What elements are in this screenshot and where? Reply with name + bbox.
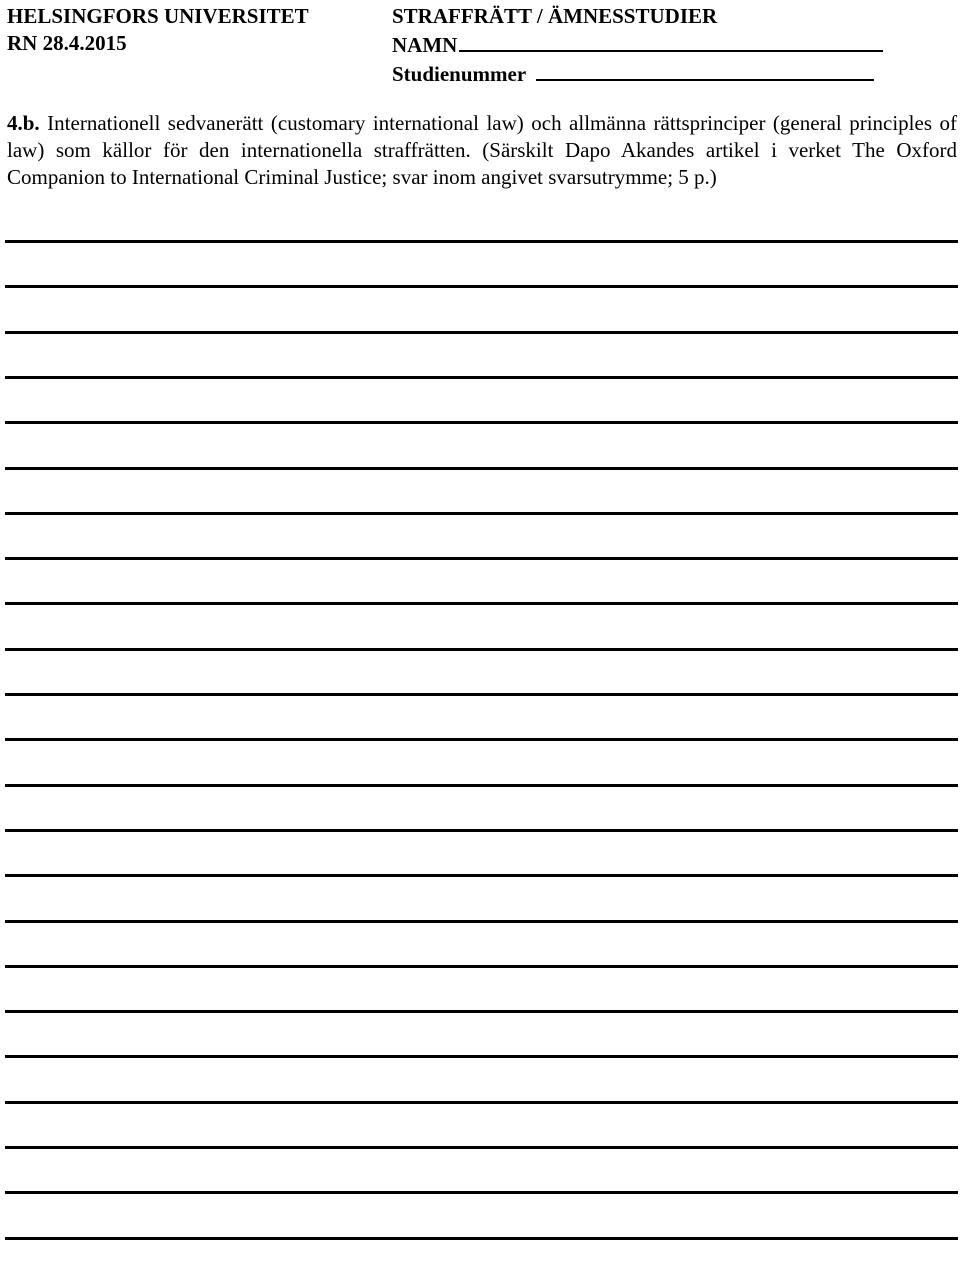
answer-line[interactable] (5, 331, 958, 334)
university-name: HELSINGFORS UNIVERSITET (7, 4, 309, 28)
answer-line[interactable] (5, 693, 958, 696)
answer-line[interactable] (5, 784, 958, 787)
answer-line[interactable] (5, 1191, 958, 1194)
answer-line[interactable] (5, 965, 958, 968)
answer-line[interactable] (5, 376, 958, 379)
subject-title: STRAFFRÄTT / ÄMNESSTUDIER (392, 4, 718, 28)
question-body: Internationell sedvanerätt (customary international law) och allmänna rättsprinciper (general principles of law) som källor för den internationella straffrätten. (Särskilt Dapo Akandes artikel i verket The Oxford Companion to International Criminal Justice; svar inom angivet svarsutrymme; 5 p.) (7, 111, 957, 189)
answer-line[interactable] (5, 285, 958, 288)
answer-line[interactable] (5, 421, 958, 424)
answer-line[interactable] (5, 1237, 958, 1240)
answer-line[interactable] (5, 467, 958, 470)
answer-line[interactable] (5, 1146, 958, 1149)
answer-line[interactable] (5, 1010, 958, 1013)
answer-line[interactable] (5, 557, 958, 560)
answer-line[interactable] (5, 1055, 958, 1058)
answer-line[interactable] (5, 920, 958, 923)
answer-line[interactable] (5, 738, 958, 741)
answer-line[interactable] (5, 648, 958, 651)
question-number: 4.b. (7, 111, 40, 135)
name-label: NAMN (392, 33, 458, 57)
answer-line[interactable] (5, 602, 958, 605)
student-number-label: Studienummer (392, 62, 527, 86)
answer-line[interactable] (5, 874, 958, 877)
answer-line[interactable] (5, 512, 958, 515)
answer-line[interactable] (5, 240, 958, 243)
exam-code: RN 28.4.2015 (7, 31, 127, 55)
answer-line[interactable] (5, 829, 958, 832)
answer-line[interactable] (5, 1101, 958, 1104)
